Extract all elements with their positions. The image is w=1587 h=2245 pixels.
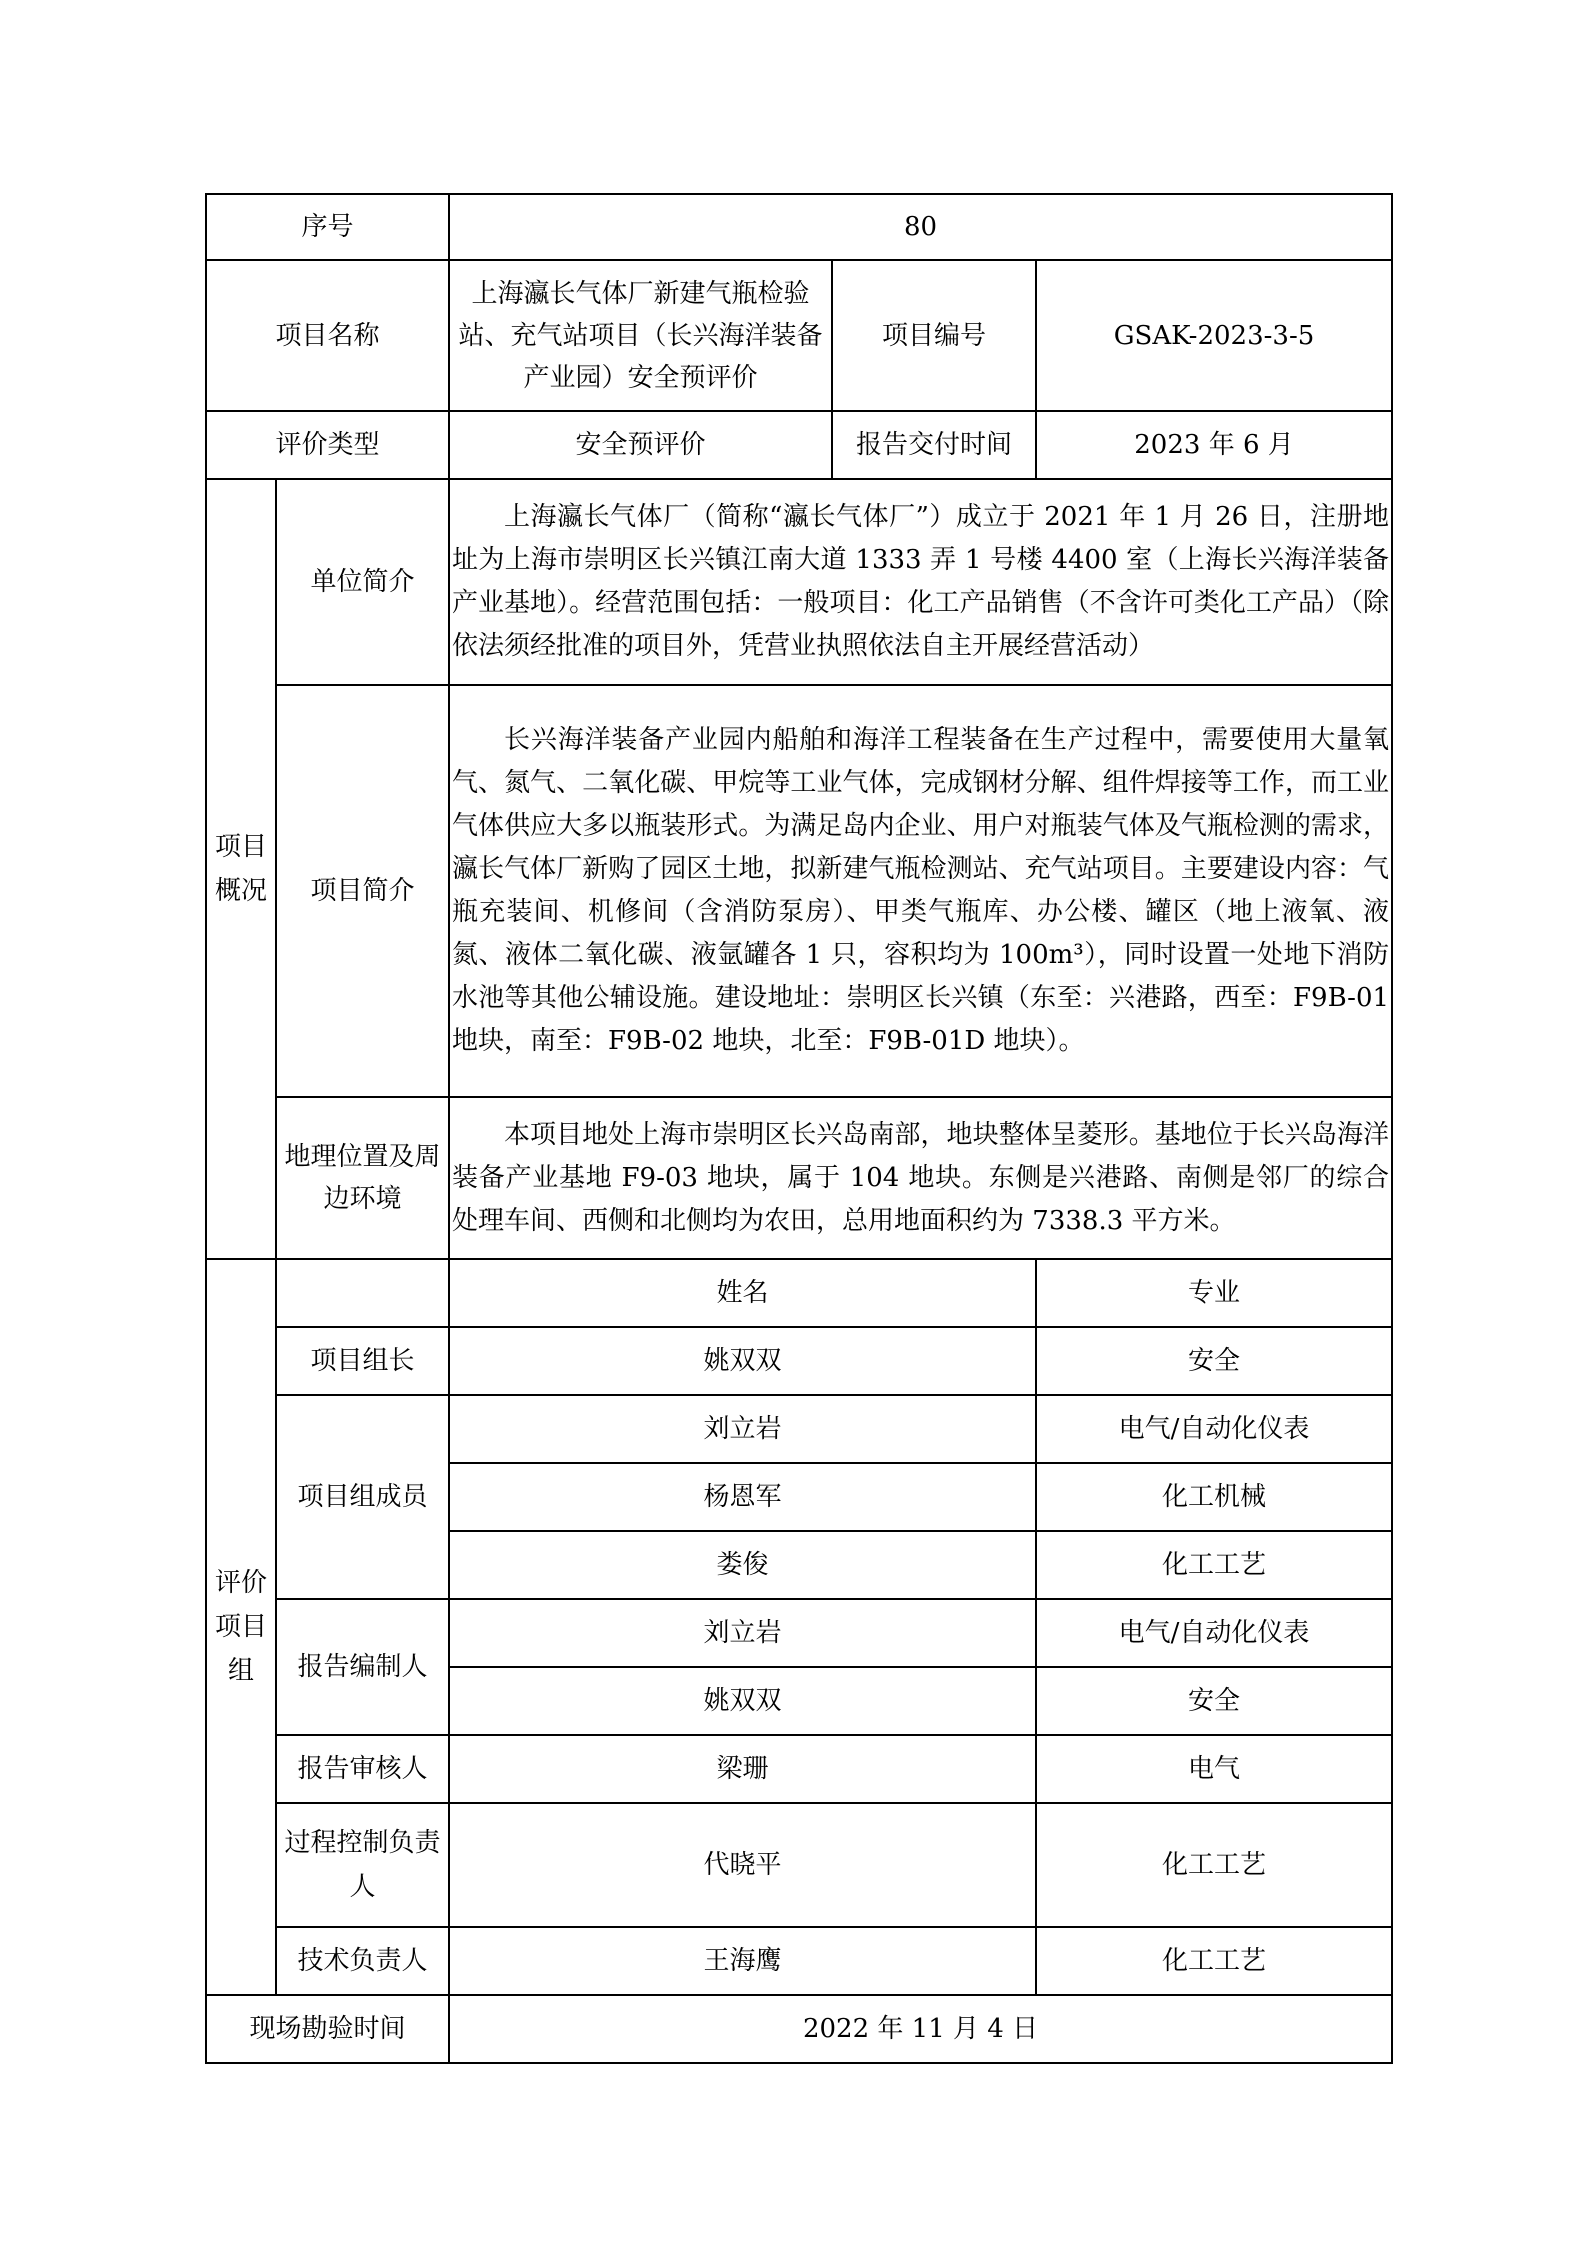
tech-lead-row — [206, 1927, 1392, 1995]
team-leader-label: 项目组长 — [276, 1327, 449, 1395]
team-label: 评价项目组 — [206, 1259, 276, 1995]
report-author-major: 电气/自动化仪表 — [1036, 1599, 1392, 1667]
team-member-name: 刘立岩 — [449, 1395, 1036, 1463]
site-survey-row — [206, 1995, 1392, 2063]
delivery-time-label: 报告交付时间 — [832, 411, 1036, 479]
delivery-time-value: 2023 年 6 月 — [1036, 411, 1392, 479]
serial-value: 80 — [449, 194, 1392, 260]
geo-location-row — [206, 1097, 1392, 1259]
serial-row — [206, 194, 1392, 260]
evaluation-type-label: 评价类型 — [206, 411, 449, 479]
project-name-value: 上海瀛长气体厂新建气瓶检验站、充气站项目（长兴海洋装备产业园）安全预评价 — [449, 260, 832, 411]
reviewer-major: 电气 — [1036, 1735, 1392, 1803]
team-member-major: 电气/自动化仪表 — [1036, 1395, 1392, 1463]
report-authors-label: 报告编制人 — [276, 1599, 449, 1735]
reviewer-name: 梁珊 — [449, 1735, 1036, 1803]
team-col-name: 姓名 — [449, 1259, 1036, 1327]
report-author-name: 刘立岩 — [449, 1599, 1036, 1667]
serial-label: 序号 — [206, 194, 449, 260]
overview-label: 项目概况 — [206, 479, 276, 1259]
project-name-label: 项目名称 — [206, 260, 449, 411]
unit-intro-label: 单位简介 — [276, 479, 449, 685]
process-control-name: 代晓平 — [449, 1803, 1036, 1927]
evaluation-type-value: 安全预评价 — [449, 411, 832, 479]
project-intro-row — [206, 685, 1392, 1097]
tech-lead-name: 王海鹰 — [449, 1927, 1036, 1995]
process-control-major: 化工工艺 — [1036, 1803, 1392, 1927]
team-header-empty — [276, 1259, 449, 1327]
project-intro-label: 项目简介 — [276, 685, 449, 1097]
tech-lead-label: 技术负责人 — [276, 1927, 449, 1995]
unit-intro-row — [206, 479, 1392, 685]
team-leader-row — [206, 1327, 1392, 1395]
team-leader-major: 安全 — [1036, 1327, 1392, 1395]
report-author-major: 安全 — [1036, 1667, 1392, 1735]
project-code-label: 项目编号 — [832, 260, 1036, 411]
process-control-label: 过程控制负责人 — [276, 1803, 449, 1927]
site-survey-value: 2022 年 11 月 4 日 — [449, 1995, 1392, 2063]
project-info-table — [205, 193, 1393, 2064]
site-survey-label: 现场勘验时间 — [206, 1995, 449, 2063]
geo-location-label: 地理位置及周边环境 — [276, 1097, 449, 1259]
report-author-row — [206, 1599, 1392, 1667]
reviewer-label: 报告审核人 — [276, 1735, 449, 1803]
process-control-row — [206, 1803, 1392, 1927]
team-leader-name: 姚双双 — [449, 1327, 1036, 1395]
team-member-row — [206, 1395, 1392, 1463]
team-member-major: 化工工艺 — [1036, 1531, 1392, 1599]
reviewer-row — [206, 1735, 1392, 1803]
team-member-name: 娄俊 — [449, 1531, 1036, 1599]
team-member-name: 杨恩军 — [449, 1463, 1036, 1531]
team-members-label: 项目组成员 — [276, 1395, 449, 1599]
team-header-row — [206, 1259, 1392, 1327]
geo-location-text: 本项目地处上海市崇明区长兴岛南部，地块整体呈菱形。基地位于长兴岛海洋装备产业基地 F9-03 地块，属于 104 地块。东侧是兴港路、南侧是邻厂的综合处理车间、西侧和北侧均为农田，总用地面积约为 7338.3 平方米。 — [449, 1097, 1392, 1259]
project-code-value: GSAK-2023-3-5 — [1036, 260, 1392, 411]
team-member-major: 化工机械 — [1036, 1463, 1392, 1531]
evaluation-type-row — [206, 411, 1392, 479]
tech-lead-major: 化工工艺 — [1036, 1927, 1392, 1995]
project-intro-text: 长兴海洋装备产业园内船舶和海洋工程装备在生产过程中，需要使用大量氧气、氮气、二氧化碳、甲烷等工业气体，完成钢材分解、组件焊接等工作，而工业气体供应大多以瓶装形式。为满足岛内企业、用户对瓶装气体及气瓶检测的需求，瀛长气体厂新购了园区土地，拟新建气瓶检测站、充气站项目。主要建设内容：气瓶充装间、机修间（含消防泵房）、甲类气瓶库、办公楼、罐区（地上液氧、液氮、液体二氧化碳、液氩罐各 1 只，容积均为 100m³），同时设置一处地下消防水池等其他公辅设施。建设地址：崇明区长兴镇（东至：兴港路，西至：F9B-01 地块，南至：F9B-02 地块，北至：F9B-01D 地块）。 — [449, 685, 1392, 1097]
report-author-name: 姚双双 — [449, 1667, 1036, 1735]
unit-intro-text: 上海瀛长气体厂（简称“瀛长气体厂”）成立于 2021 年 1 月 26 日，注册地址为上海市崇明区长兴镇江南大道 1333 弄 1 号楼 4400 室（上海长兴海洋装备产业基地）。经营范围包括：一般项目：化工产品销售（不含许可类化工产品）（除依法须经批准的项目外，凭营业执照依法自主开展经营活动） — [449, 479, 1392, 685]
team-col-major: 专业 — [1036, 1259, 1392, 1327]
project-name-row — [206, 260, 1392, 411]
